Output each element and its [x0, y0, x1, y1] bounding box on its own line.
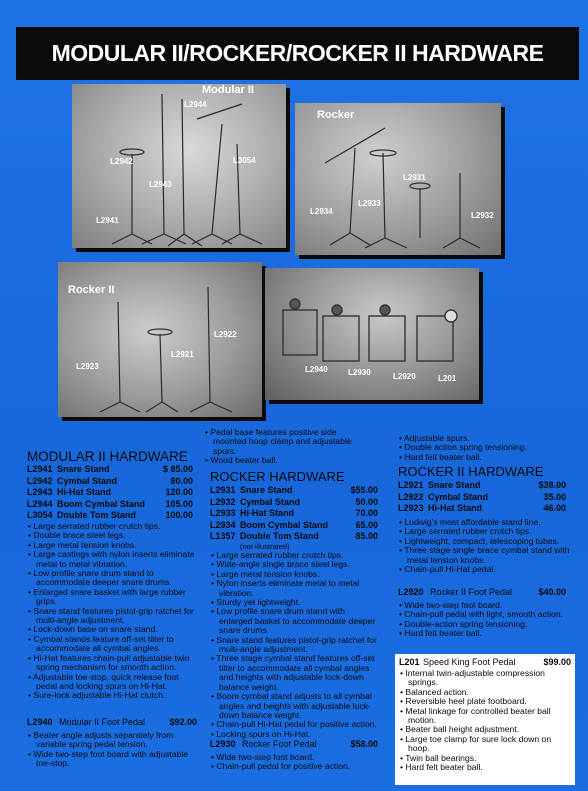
- rocker2-photo-title: Rocker II: [68, 284, 115, 296]
- feature-item: • Locking spurs on Hi-Hat.: [210, 730, 380, 739]
- photo-label: L2922: [214, 330, 237, 339]
- price-row: L2943 Hi-Hat Stand 120.00: [27, 487, 193, 497]
- photo-label: L2930: [348, 368, 371, 377]
- page-banner: [16, 27, 579, 80]
- feature-item: • Wood beater ball.: [204, 456, 369, 465]
- feature-item: • Wide-angle single brace steel legs.: [210, 560, 380, 569]
- feature-item: • Nylon inserts eliminate metal to metal vibration.: [210, 579, 380, 598]
- feature-item: • Reversible heel plate footboard.: [399, 697, 571, 706]
- feature-item: • Adjustable toe-stop, quick release foot pedal and locking spurs on Hi-Hat.: [27, 673, 197, 692]
- feature-item: • Sturdy yet lightweight.: [210, 598, 380, 607]
- feature-item: • Cymbal stands feature off-set tilter to accommodate all cymbal angles.: [27, 635, 197, 654]
- rocker-stands-illustration: [295, 103, 501, 255]
- feature-item: • Enlarged snare basket with large rubber grips.: [27, 588, 197, 607]
- photo-label: L2934: [310, 207, 333, 216]
- feature-item: • Adjustable spurs.: [398, 434, 578, 443]
- rocker-pedal: L2930 Rocker Foot Pedal $58.00: [210, 739, 378, 749]
- feature-item: • Wide two-step foot board with adjustable toe-stop.: [27, 750, 197, 769]
- feature-item: • Pedal base features positive side mounted hoop clamp and adjustable spurs.: [204, 428, 369, 456]
- rocker2-heading: ROCKER II HARDWARE: [398, 464, 544, 479]
- feature-item: • Internal twin-adjustable compression springs.: [399, 669, 571, 688]
- rocker-ii-photo: [58, 262, 262, 417]
- feature-item: • Large serrated rubber crutch tips.: [398, 527, 576, 536]
- feature-item: • Metal linkage for controlled beater ball motion.: [399, 707, 571, 726]
- price-row: L2933 Hi-Hat Stand 70.00: [210, 508, 378, 518]
- price-row: L2932 Cymbal Stand 50.00: [210, 496, 378, 507]
- photo-label: L2941: [96, 216, 119, 225]
- rocker-price-list: [210, 485, 378, 551]
- rocker-pedal-features: [210, 753, 380, 772]
- photo-label: L2923: [76, 362, 99, 371]
- feature-item: • Chain-pull pedal with light, smooth action.: [398, 610, 576, 619]
- feature-item: • Three stage cymbal stand features off-set tilter to accommodate all cymbal angles and heights with adjustable lock-down balance weight.: [210, 654, 380, 692]
- photo-label: L2920: [393, 372, 416, 381]
- price-row: L2922 Cymbal Stand 35.00: [398, 491, 566, 502]
- modular-photo-title: Modular II: [202, 84, 254, 96]
- speed-king-pedal: L201 Speed King Foot Pedal $99.00: [399, 657, 571, 667]
- price-row: L2942 Cymbal Stand 80.00: [27, 475, 193, 486]
- col2-top-features: [204, 428, 369, 466]
- feature-item: • Lock-down base on snare stand.: [27, 625, 197, 634]
- feature-item: • Hard felt beater ball.: [399, 763, 571, 772]
- modular-heading: MODULAR II HARDWARE: [27, 449, 188, 464]
- price-row: L2934 Boom Cymbal Stand 65.00: [210, 519, 378, 530]
- rocker2-pedal: L2920 Rocker II Foot Pedal $40.00: [398, 587, 566, 597]
- rocker2-pedal-features: [398, 601, 576, 639]
- price-row: L2941 Snare Stand $ 85.00: [27, 464, 193, 474]
- feature-item: • Chain-pull pedal for positive action.: [210, 762, 380, 771]
- feature-item: • Three stage single brace cymbal stand with metal tension knobs.: [398, 546, 576, 565]
- photo-label: L2942: [110, 157, 133, 166]
- rocker2-features: [398, 518, 576, 574]
- photo-label: L2943: [149, 180, 172, 189]
- rocker2-price-list: [398, 480, 566, 515]
- feature-item: • Double brace steel legs.: [27, 531, 197, 540]
- feature-item: • Large serrated rubber crutch tips.: [210, 551, 380, 560]
- feature-item: • Boom cymbal stand adjusts to all cymbal angles and heights with adjustable lock-down balance weight.: [210, 692, 380, 720]
- feature-item: • Sure-lock adjustable Hi-Hat clutch.: [27, 691, 197, 700]
- page-title: MODULAR II/ROCKER/ROCKER II HARDWARE: [51, 40, 544, 66]
- photo-label: L2944: [184, 100, 207, 109]
- rocker-heading: ROCKER HARDWARE: [210, 469, 345, 484]
- modular-pedal-features: [27, 731, 197, 769]
- not-illustrated-note: (not illustrated): [240, 541, 290, 551]
- price-row: L3054 Double Tom Stand 100.00: [27, 510, 193, 520]
- modular-pedal: L2940 Modular II Foot Pedal $92.00: [27, 717, 197, 727]
- speed-king-features: [399, 669, 571, 772]
- feature-item: • Lightweight, compact, telescoping tubes.: [398, 537, 576, 546]
- photo-label: L2931: [403, 173, 426, 182]
- modular-ii-photo: [72, 84, 286, 248]
- price-row: L2921 Snare Stand $38.00: [398, 480, 566, 490]
- feature-item: • Hard felt beater ball.: [398, 629, 576, 638]
- price-row: L2923 Hi-Hat Stand 46.00: [398, 503, 566, 513]
- rocker-photo: [295, 103, 501, 255]
- feature-item: • Ludwig's most affordable stand line.: [398, 518, 576, 527]
- feature-item: • Chain-pull Hi-Hat pedal for positive action.: [210, 720, 380, 729]
- feature-item: • Snare stand features pistol-grip ratchet for multi-angle adjustment.: [27, 607, 197, 626]
- rocker-features: [210, 551, 380, 739]
- modular-features: [27, 522, 197, 701]
- feature-item: • Double action spring tensioning.: [398, 443, 578, 452]
- foot-pedals-photo: [265, 268, 479, 400]
- photo-label: L2932: [471, 211, 494, 220]
- feature-item: • Large castings with nylon inserts eliminate metal to metal vibration.: [27, 550, 197, 569]
- modular-price-list: [27, 464, 193, 522]
- feature-item: • Large toe clamp for sure lock down on hoop.: [399, 735, 571, 754]
- speed-king-box: [395, 654, 575, 785]
- feature-item: • Large metal tension knobs.: [27, 541, 197, 550]
- feature-item: • Low profile snare drum stand to accommodate deeper snare drums.: [27, 569, 197, 588]
- photo-label: L2940: [305, 365, 328, 374]
- feature-item: • Hard felt beater ball.: [398, 453, 578, 462]
- feature-item: • Snare stand features pistol-grip ratchet for multi-angle adjustment.: [210, 636, 380, 655]
- col3-top-features: [398, 434, 578, 462]
- feature-item: • Wide two-step foot board.: [398, 601, 576, 610]
- feature-item: • Beater ball height adjustment.: [399, 725, 571, 734]
- feature-item: • Balanced action.: [399, 688, 571, 697]
- price-row: L2944 Boom Cymbal Stand 105.00: [27, 498, 193, 509]
- photo-label: L2933: [358, 199, 381, 208]
- price-row: L1357 Double Tom Stand 85.00: [210, 531, 378, 541]
- feature-item: • Wide two-step foot board.: [210, 753, 380, 762]
- feature-item: • Hi-Hat features chain-pull adjustable twin spring mechanism for smooth action.: [27, 654, 197, 673]
- feature-item: • Large serrated rubber crutch tips.: [27, 522, 197, 531]
- feature-item: • Large metal tension knobs.: [210, 570, 380, 579]
- photo-label: L3054: [233, 156, 256, 165]
- photo-label: L201: [438, 374, 457, 383]
- feature-item: • Beater angle adjusts separately from variable spring pedal tension.: [27, 731, 197, 750]
- photo-label: L2921: [171, 350, 194, 359]
- feature-item: • Chain-pull Hi-Hat pedal.: [398, 565, 576, 574]
- price-row: L2931 Snare Stand $55.00: [210, 485, 378, 495]
- feature-item: • Low profile snare drum stand with enlarged basket to accommodate deeper snare drums.: [210, 607, 380, 635]
- feature-item: • Twin ball bearings.: [399, 754, 571, 763]
- feature-item: • Double-action spring tensioning.: [398, 620, 576, 629]
- rocker-photo-title: Rocker: [317, 109, 355, 121]
